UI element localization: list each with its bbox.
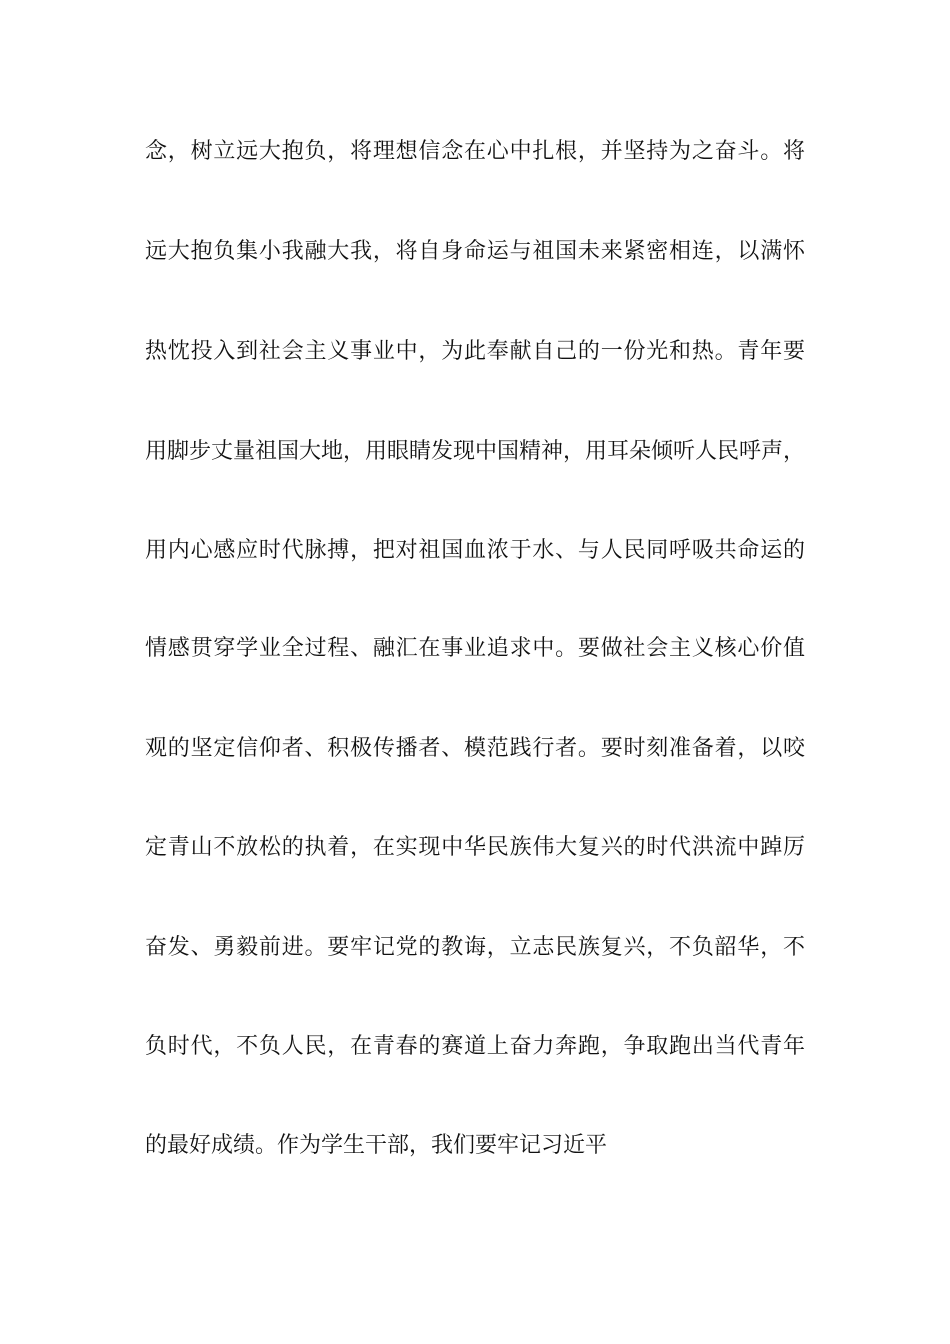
paragraph-line: 定青山不放松的执着，在实现中华民族伟大复兴的时代洪流中踔厉 <box>145 835 805 860</box>
paragraph-line: 奋发、勇毅前进。要牢记党的教诲，立志民族复兴，不负韶华，不 <box>145 935 805 960</box>
paragraph-line: 的最好成绩。作为学生干部，我们要牢记习近平 <box>145 1133 608 1158</box>
paragraph-line: 观的坚定信仰者、积极传播者、模范践行者。要时刻准备着，以咬 <box>145 736 805 761</box>
paragraph-line: 情感贯穿学业全过程、融汇在事业追求中。要做社会主义核心价值 <box>145 636 805 661</box>
paragraph-line: 用脚步丈量祖国大地，用眼睛发现中国精神，用耳朵倾听人民呼声， <box>145 439 805 464</box>
paragraph-line: 负时代，不负人民，在青春的赛道上奋力奔跑，争取跑出当代青年 <box>145 1034 805 1059</box>
paragraph-line: 热忱投入到社会主义事业中，为此奉献自己的一份光和热。青年要 <box>145 339 805 364</box>
paragraph-line: 念，树立远大抱负，将理想信念在心中扎根，并坚持为之奋斗。将 <box>145 139 805 164</box>
paragraph-line: 用内心感应时代脉搏，把对祖国血浓于水、与人民同呼吸共命运的 <box>145 538 805 563</box>
paragraph-line: 远大抱负集小我融大我，将自身命运与祖国未来紧密相连，以满怀 <box>145 239 805 264</box>
